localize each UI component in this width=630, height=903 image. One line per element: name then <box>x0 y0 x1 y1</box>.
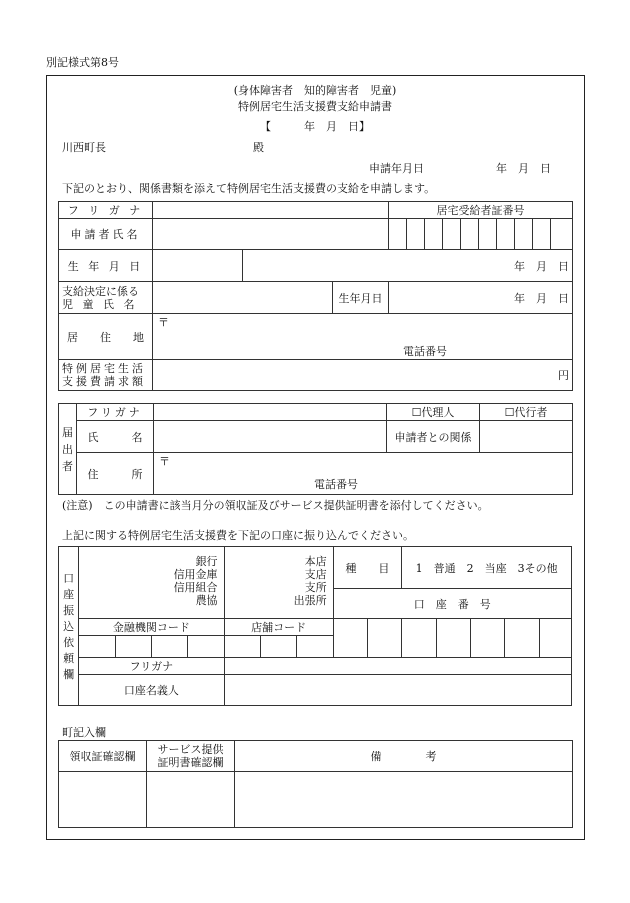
submitter-postal-mark: 〒 <box>159 455 170 468</box>
recipient-digit[interactable] <box>551 219 573 250</box>
submitter-address-input[interactable] <box>154 453 573 495</box>
branch-code-label: 店舗コード <box>224 619 333 636</box>
account-digit[interactable] <box>402 619 436 658</box>
form-title: 特例居宅生活支援費支給申請書 <box>238 100 392 113</box>
bank-side-char: 依 <box>63 635 75 649</box>
submitter-name-input[interactable] <box>154 421 387 453</box>
submitter-phone-label: 電話番号 <box>314 478 358 491</box>
bank-side-char: 口 <box>63 571 75 585</box>
bank-table <box>58 546 572 706</box>
residence-input[interactable] <box>153 314 573 360</box>
recipient-digit[interactable] <box>497 219 515 250</box>
applicant-name-label: 申請者氏名 <box>59 219 153 250</box>
child-name-label <box>59 282 153 314</box>
recipient-digit[interactable] <box>461 219 479 250</box>
holder-furigana-input[interactable] <box>224 658 571 675</box>
account-type-label: 種 目 <box>333 547 402 589</box>
institution-option[interactable]: 信用金庫 <box>173 568 218 581</box>
bank-code-digit[interactable] <box>79 636 115 658</box>
claim-amount-label-line2: 支援費請求額 <box>62 375 146 388</box>
yen-unit: 円 <box>558 369 570 382</box>
residence-phone-label: 電話番号 <box>403 345 447 358</box>
claim-amount-label <box>59 360 153 391</box>
submitter-side-char: 者 <box>62 459 73 473</box>
account-holder-label: 口座名義人 <box>79 675 224 706</box>
bank-code-digit[interactable] <box>188 636 224 658</box>
institution-select[interactable] <box>79 547 224 619</box>
application-date-value[interactable]: 年 月 日 <box>496 162 551 175</box>
account-number-label: 口 座 番 号 <box>333 589 571 619</box>
account-digit[interactable] <box>470 619 504 658</box>
submitter-furigana-label: フリガナ <box>77 404 154 421</box>
residence-postal-mark: 〒 <box>158 316 169 329</box>
child-name-label-line2: 児 童 氏 名 <box>62 297 138 311</box>
recipient-digit[interactable] <box>479 219 497 250</box>
bank-side-char: 頼 <box>63 651 75 665</box>
addressee-honorific: 殿 <box>253 141 264 154</box>
agent-checkbox[interactable]: ☐代理人 <box>387 404 480 421</box>
bank-code-digit[interactable] <box>151 636 187 658</box>
bank-side-char: 欄 <box>63 667 75 681</box>
remarks-label: 備 考 <box>235 741 573 772</box>
dob-era-input[interactable] <box>153 250 243 282</box>
submitter-side-char: 届 <box>62 425 73 439</box>
recipient-digit[interactable] <box>407 219 425 250</box>
branch-option[interactable]: 出張所 <box>293 594 327 607</box>
applicant-name-input[interactable] <box>153 219 389 250</box>
submitter-address-label: 住 所 <box>77 453 154 495</box>
submitter-side-char: 出 <box>62 442 73 456</box>
recipient-digit[interactable] <box>443 219 461 250</box>
transfer-intro: 上記に関する特例居宅生活支援費を下記の口座に振り込んでください。 <box>62 529 414 542</box>
institution-option[interactable]: 信用組合 <box>173 581 218 594</box>
proxy-checkbox[interactable]: ☐代行者 <box>480 404 573 421</box>
service-check-label-line1: サービス提供 <box>157 743 224 756</box>
relation-input[interactable] <box>480 421 573 453</box>
account-digit[interactable] <box>436 619 470 658</box>
header-categories: (身体障害者 知的障害者 児童) <box>233 84 397 97</box>
notice-text: (注意) この申請書に該当月分の領収証及びサービス提供証明書を添付してください。 <box>62 499 489 512</box>
branch-code-digit[interactable] <box>260 636 296 658</box>
service-check-input[interactable] <box>147 772 235 828</box>
account-digit[interactable] <box>505 619 539 658</box>
submitter-furigana-input[interactable] <box>154 404 387 421</box>
claim-amount-input[interactable] <box>153 360 573 391</box>
holder-furigana-label: フリガナ <box>79 658 224 675</box>
recipient-digit[interactable] <box>389 219 407 250</box>
recipient-number-label: 居宅受給者証番号 <box>389 202 573 219</box>
receipt-check-label: 領収証確認欄 <box>59 741 147 772</box>
service-check-label-line2: 証明書確認欄 <box>157 756 224 769</box>
branch-option[interactable]: 本店 <box>304 555 327 568</box>
institution-option[interactable]: 農協 <box>195 594 218 607</box>
dob-label: 生 年 月 日 <box>59 250 153 282</box>
relation-label: 申請者との関係 <box>387 421 480 453</box>
account-digit[interactable] <box>333 619 367 658</box>
account-type-options[interactable]: 1 普通 2 当座 3その他 <box>402 547 572 589</box>
office-section-label: 町記入欄 <box>62 726 106 739</box>
office-table <box>58 740 573 828</box>
submitter-table <box>58 403 573 495</box>
recipient-digit[interactable] <box>533 219 551 250</box>
account-holder-input[interactable] <box>224 675 571 706</box>
intro-text: 下記のとおり、関係書類を添えて特例居宅生活支援費の支給を申請します。 <box>62 182 436 195</box>
form-number: 別記様式第8号 <box>46 56 119 69</box>
remarks-input[interactable] <box>235 772 573 828</box>
recipient-digit[interactable] <box>425 219 443 250</box>
claim-amount-label-line1: 特例居宅生活 <box>62 362 146 375</box>
bank-code-label: 金融機関コード <box>79 619 224 636</box>
furigana-label: フ リ ガ ナ <box>59 202 153 219</box>
branch-option[interactable]: 支店 <box>304 568 327 581</box>
receipt-check-input[interactable] <box>59 772 147 828</box>
institution-option[interactable]: 銀行 <box>195 555 218 568</box>
bank-side-label <box>59 547 79 706</box>
child-dob-value[interactable]: 年 月 日 <box>389 282 573 314</box>
submitter-side-label <box>59 404 77 495</box>
branch-code-digit[interactable] <box>224 636 260 658</box>
bank-side-char: 込 <box>63 619 75 633</box>
branch-option[interactable]: 支所 <box>304 581 327 594</box>
child-name-label-line1: 支給決定に係る <box>62 284 139 298</box>
recipient-digit[interactable] <box>515 219 533 250</box>
bank-side-char: 振 <box>63 603 75 617</box>
application-date-label: 申請年月日 <box>369 162 424 175</box>
bank-side-char: 座 <box>63 587 75 601</box>
applicant-table <box>58 201 573 391</box>
account-digit[interactable] <box>539 619 571 658</box>
addressee-name: 川西町長 <box>62 141 106 154</box>
service-check-label <box>147 741 235 772</box>
residence-label: 居 住 地 <box>59 314 153 360</box>
account-digit[interactable] <box>367 619 401 658</box>
furigana-input[interactable] <box>153 202 389 219</box>
branch-code-digit[interactable] <box>297 636 333 658</box>
submitter-name-label: 氏 名 <box>77 421 154 453</box>
child-name-input[interactable] <box>153 282 333 314</box>
child-dob-label: 生年月日 <box>333 282 389 314</box>
dob-value[interactable]: 年 月 日 <box>243 250 573 282</box>
branch-select[interactable] <box>224 547 333 619</box>
period-field[interactable]: 【 年 月 日】 <box>260 120 370 133</box>
bank-code-digit[interactable] <box>115 636 151 658</box>
